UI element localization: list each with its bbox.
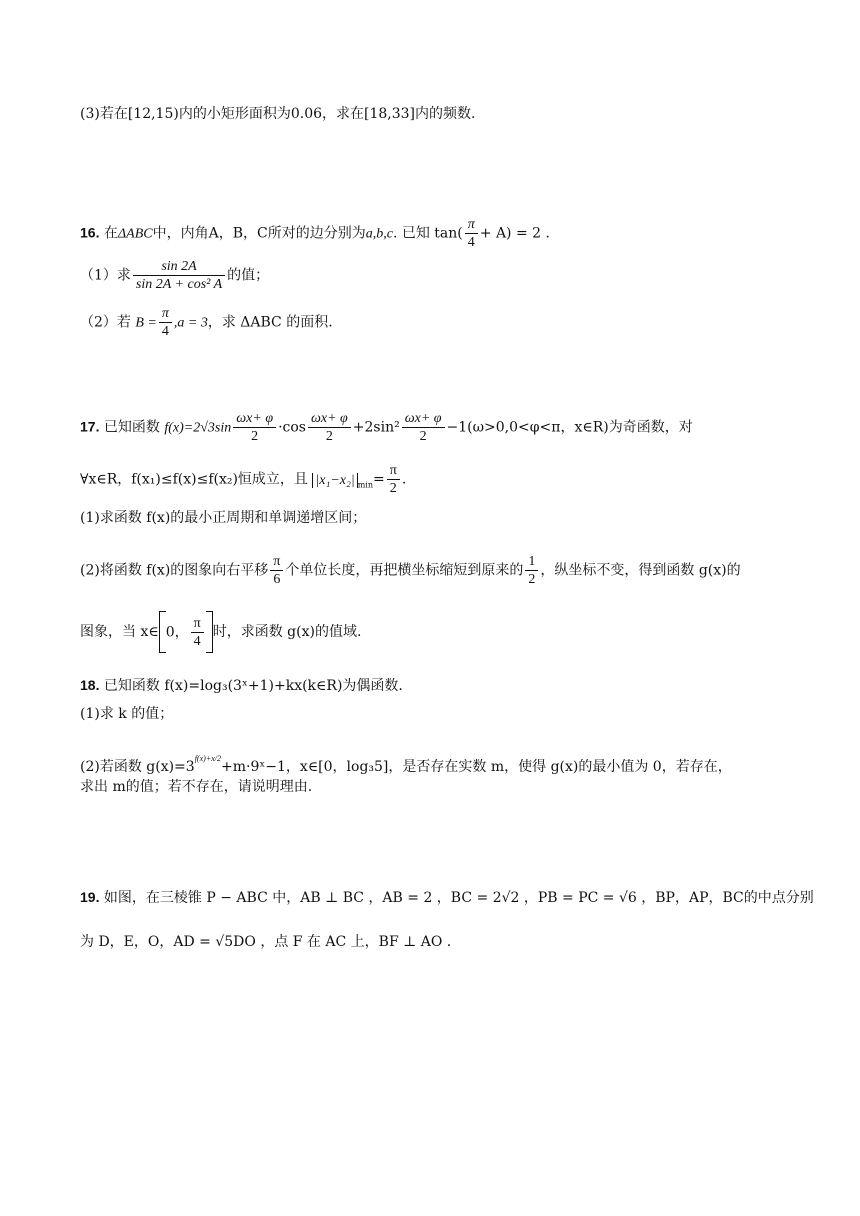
q17-number: 17.	[80, 418, 100, 435]
q16-fraction: $\frac{\sin 2A}{\text{sin 2A + cos² A}}$	[133, 258, 225, 293]
q16-number: 16.	[80, 224, 100, 241]
q16-part2: （2）若 B = $\frac{\pi}{4}$ ,a = 3，求 ΔABC 的面积.	[80, 306, 333, 339]
q17-condition: ∀x∈R，f(x₁)≤f(x)≤f(x₂)恒成立，且 |x₁−x₂| $_{min}$= $\frac{\pi}{2}$ .	[80, 463, 407, 496]
q19-stem: 19. 如图，在三棱锥 P − ABC 中，AB ⊥ BC ，AB = 2 ，BC = 2√2 ，PB = PC = √6 ，BP，AP，BC的中点分别	[80, 889, 814, 906]
q16-b-fraction: $\frac{\pi}{4}$	[159, 305, 172, 340]
q19-number: 19.	[80, 889, 100, 905]
q16-part1: （1）求 $\frac{\sin 2A}{\text{sin 2A + cos² A}}$ 的值；	[80, 259, 270, 292]
q18-part1: (1)求 k 的值；	[80, 706, 174, 722]
q18-stem: 18. 已知函数 f(x)=log₃(3ˣ+1)+kx(k∈R)为偶函数.	[80, 677, 403, 694]
q18-part2-cont: 求出 m的值；若不存在，请说明理由.	[80, 779, 313, 795]
q16-pi-over-4: $\frac{\pi}{4}$	[465, 216, 478, 251]
q17-part2-cont: 图象，当 x∈ 0， $\frac{\pi}{4}$ 时，求函数 g(x)的值域.	[80, 611, 361, 653]
q18-number: 18.	[80, 677, 100, 693]
q17-part1: (1)求函数 f(x)的最小正周期和单调递增区间；	[80, 510, 367, 526]
q16-stem: 16. 在ΔABC中，内角A，B，C所对的边分别为a,b,c. 已知 tan( $\frac{\pi}{4}$ + A) = 2 .	[80, 217, 550, 250]
q18-part2: (2)若函数 $g(x)=3^{f(x)+x/2}+m\cdot 9ˣ-1$，x∈[0，log₃5]，是否存在实数 m，使得 g(x)的最小值为 0，若存在，	[80, 754, 732, 775]
q19-stem-cont: 为 D，E，O，AD = √5DO ，点 F 在 AC 上，BF ⊥ AO .	[80, 934, 452, 950]
q17-stem: 17. 已知函数 f(x)=2√3sin $\frac{\omega x+ \varphi}{2}$ ·cos $\frac{\omega x+ \varphi}{2}$ +2sin² $\frac{\omega x+ \varphi}{2}$ −1(ω>0,0<φ<π，x∈R)为奇函数，对	[80, 411, 693, 444]
q15-part3: (3)若在[12,15)内的小矩形面积为0.06，求在[18,33]内的频数.	[80, 106, 476, 122]
q17-part2: (2)将函数 f(x)的图象向右平移 $\frac{\pi}{6}$ 个单位长度，再把横坐标缩短到原来的 $\frac{1}{2}$ ，纵坐标不变，得到函数 g(x)的	[80, 554, 741, 587]
